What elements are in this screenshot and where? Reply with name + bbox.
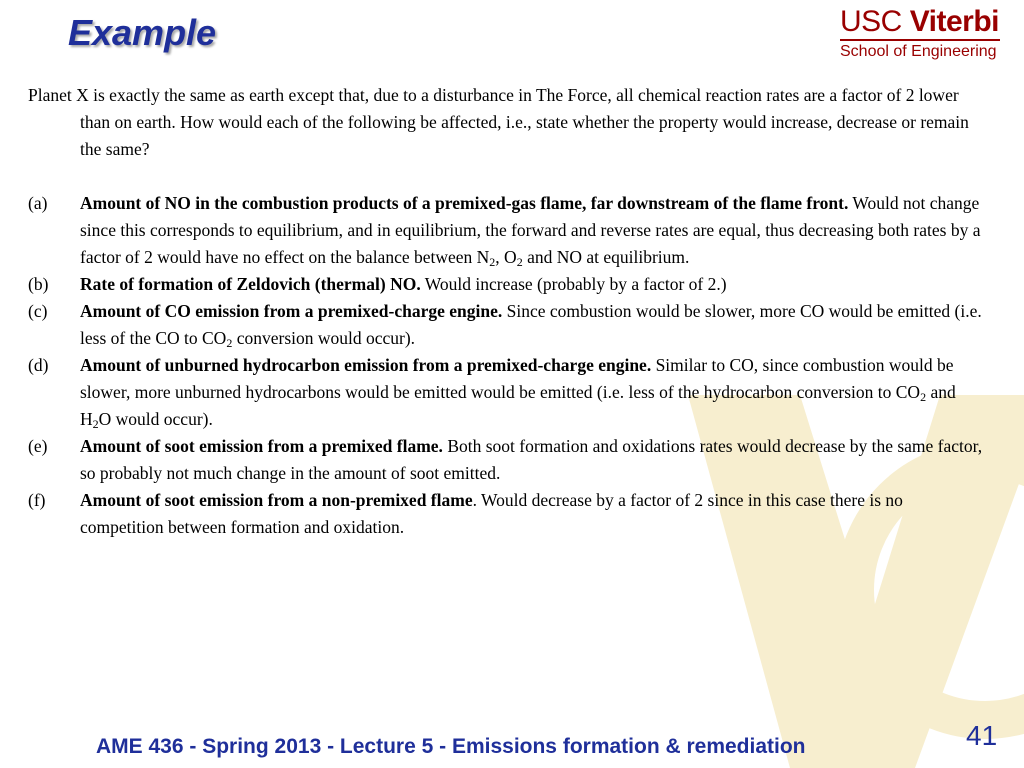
item-answer: and H xyxy=(80,382,956,429)
subscript: 2 xyxy=(920,390,927,404)
item-answer: Both soot formation and oxidations rates would decrease by the same factor, so probably not much change in the amount of soot emitted. xyxy=(80,436,983,483)
item-question: Amount of CO emission from a premixed-charge engine. xyxy=(80,301,503,321)
usc-viterbi-logo xyxy=(840,6,1004,61)
list-item-d xyxy=(28,352,988,433)
item-answer: O would occur). xyxy=(98,409,213,429)
logo-divider xyxy=(840,39,1000,41)
item-label: (a) xyxy=(28,193,48,213)
logo-usc-text: USC xyxy=(840,5,902,38)
item-answer: Similar to CO, since combustion would be slower, more unburned hydrocarbons would be emitted would be emitted (i.e. less of the hydrocarbon conversion to CO xyxy=(80,355,954,402)
subscript: 2 xyxy=(92,417,99,431)
item-label: (e) xyxy=(28,436,48,456)
item-label: (c) xyxy=(28,301,48,321)
slide-body xyxy=(28,82,988,541)
list-item-b xyxy=(28,271,988,298)
item-answer: conversion would occur). xyxy=(232,328,416,348)
slide-footer: AME 436 - Spring 2013 - Lecture 5 - Emissions formation & remediation xyxy=(96,735,806,758)
subscript: 2 xyxy=(226,336,233,350)
item-answer: Would increase (probably by a factor of 2.) xyxy=(420,274,727,294)
item-question: Amount of soot emission from a premixed flame. xyxy=(80,436,443,456)
item-question: Rate of formation of Zeldovich (thermal) NO. xyxy=(80,274,421,294)
item-label: (f) xyxy=(28,490,46,510)
page-number: 41 xyxy=(966,720,998,751)
item-answer: , O xyxy=(495,247,517,267)
item-answer: and NO at equilibrium. xyxy=(522,247,690,267)
logo-viterbi-text: Viterbi xyxy=(909,5,999,38)
slide-title: Example xyxy=(68,12,217,53)
item-question: Amount of NO in the combustion products of a premixed-gas flame, far downstream of the flame front. xyxy=(80,193,849,213)
item-label: (d) xyxy=(28,355,49,375)
logo-school-text: School of Engineering xyxy=(840,43,997,60)
list-item-e xyxy=(28,433,988,487)
item-answer: Would not change since this corresponds to equilibrium, and in equilibrium, the forward and reverse rates are equal, thus decreasing both rates by a factor of 2 would have no effect on the balance between N xyxy=(80,193,981,267)
list-item-f xyxy=(28,487,988,541)
subscript: 2 xyxy=(516,255,523,269)
list-item-c xyxy=(28,298,988,352)
list-item-a xyxy=(28,190,988,271)
item-question: Amount of unburned hydrocarbon emission from a premixed-charge engine. xyxy=(80,355,652,375)
item-question: Amount of soot emission from a non-premixed flame xyxy=(80,490,473,510)
item-answer: Since combustion would be slower, more CO would be emitted (i.e. less of the CO to CO xyxy=(80,301,982,348)
item-answer: . Would decrease by a factor of 2 since in this case there is no competition between formation and oxidation. xyxy=(80,490,903,537)
intro-paragraph: Planet X is exactly the same as earth except that, due to a disturbance in The Force, all chemical reaction rates are a factor of 2 lower than on earth. How would each of the following be affected, i.e., state whether the property would increase, decrease or remain the same? xyxy=(28,85,969,159)
subscript: 2 xyxy=(489,255,496,269)
item-label: (b) xyxy=(28,274,49,294)
